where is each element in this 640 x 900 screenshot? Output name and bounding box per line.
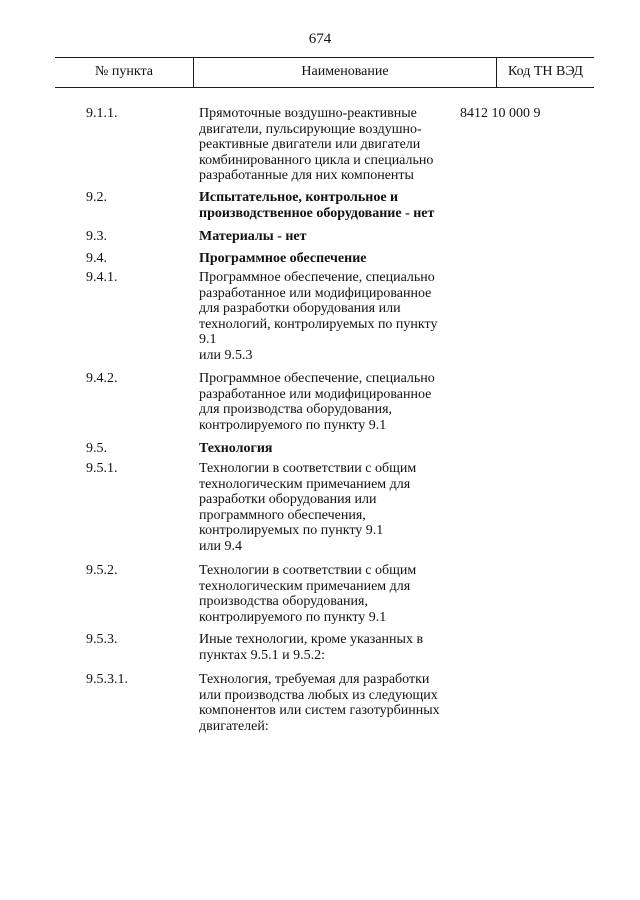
table-header xyxy=(55,57,594,88)
row-name: Иные технологии, кроме указанных в пунктах 9.5.1 и 9.5.2: xyxy=(199,632,424,663)
row-name: Материалы - нет xyxy=(199,229,307,244)
row-number: 9.5. xyxy=(86,441,107,456)
header-code-column: Код ТН ВЭД xyxy=(508,64,583,79)
row-name: Программное обеспечение, специально разработанное или модифицированное для разработки оборудования или технологий, контролируемых по пункту 9.1 или 9.5.3 xyxy=(199,270,438,363)
row-number: 9.2. xyxy=(86,190,107,205)
row-number: 9.5.3. xyxy=(86,632,118,647)
row-number: 9.1.1. xyxy=(86,106,118,121)
row-number: 9.5.2. xyxy=(86,563,118,578)
row-name: Программное обеспечение xyxy=(199,251,367,266)
row-name: Технологии в соответствии с общим технологическим примечанием для разработки оборудования или программного обеспечения, контролируемых по пункту 9.1 или 9.4 xyxy=(199,461,417,554)
row-number: 9.4.2. xyxy=(86,371,118,386)
row-name: Испытательное, контрольное и производственное оборудование - нет xyxy=(199,190,435,221)
row-name: Технологии в соответствии с общим технологическим примечанием для производства оборудования, контролируемого по пункту 9.1 xyxy=(199,563,417,625)
row-name: Технология xyxy=(199,441,273,456)
row-name: Программное обеспечение, специально разработанное или модифицированное для производства оборудования, контролируемого по пункту 9.1 xyxy=(199,371,435,433)
row-name: Прямоточные воздушно-реактивные двигатели, пульсирующие воздушно- реактивные двигатели или двигатели комбинированного цикла и специально разработанные для них компоненты xyxy=(199,106,434,183)
row-number: 9.3. xyxy=(86,229,107,244)
row-number: 9.4.1. xyxy=(86,270,118,285)
row-name: Технология, требуемая для разработки или производства любых из следующих компонентов или систем газотурбинных двигателей: xyxy=(199,672,440,734)
page-number: 674 xyxy=(308,31,332,47)
row-number: 9.5.3.1. xyxy=(86,672,128,687)
row-code: 8412 10 000 9 xyxy=(460,106,541,121)
row-number: 9.5.1. xyxy=(86,461,118,476)
row-number: 9.4. xyxy=(86,251,107,266)
header-number-column: № пункта xyxy=(55,58,194,87)
header-name-column: Наименование xyxy=(194,58,497,87)
